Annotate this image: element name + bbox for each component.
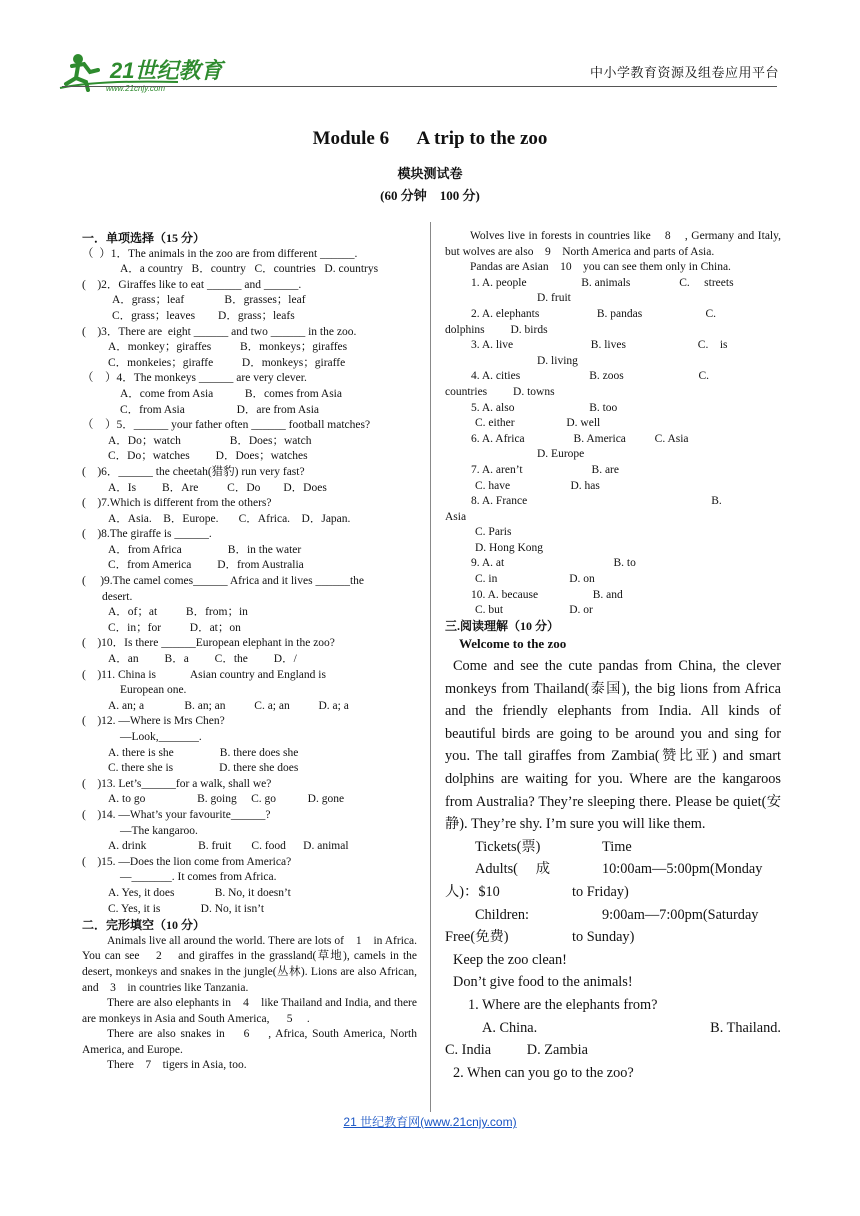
time-and-score: (60 分钟 100 分): [380, 188, 480, 203]
cloze-option-line: 1. A. people B. animals C. streets: [471, 276, 734, 289]
cloze-option-line: D. Hong Kong: [475, 541, 544, 554]
answer-options: C．from Asia D．are from Asia: [120, 403, 319, 416]
answer-options: A. Yes, it does B. No, it doesn’t: [108, 886, 291, 899]
reading-passage: Come and see the cute pandas from China, the clever monkeys from Thailand(泰国), the big lions from Africa and the friendly elephants from India. All kinds of beautiful birds are going to be around you and sing for you. The tall giraffes from Zambia(赞比亚) and smart dolphins are waiting for you. Where are the kangaroos from Australia? They’re sleeping there. Please be quiet(安静). They’re shy. I’m sure you will like them.: [445, 658, 781, 833]
question-1: 1. Where are the elephants from?: [468, 996, 658, 1013]
answer-options: A. there is she B. there does she: [108, 746, 299, 759]
cloze-option-line: 8. A. France B.: [471, 495, 722, 508]
cloze-passage: [82, 934, 420, 1074]
question-1-options-cd: C. India D. Zambia: [445, 1042, 588, 1059]
cloze-passage-continued: [445, 229, 784, 276]
cloze-option-line: C. have D. has: [475, 479, 600, 492]
question-line: ( )2．Giraffes like to eat ______ and ______.: [82, 278, 302, 291]
question-line: （ ）1．The animals in the zoo are from different ______.: [82, 247, 358, 260]
left-column: [82, 231, 420, 1074]
answer-options: A．grass；leaf B．grasses；leaf: [112, 294, 306, 307]
cloze-option-line: 7. A. aren’t B. are: [471, 463, 619, 476]
answer-options: A．monkey；giraffes B．monkeys；giraffes: [108, 341, 348, 354]
cloze-option-line: D. Europe: [537, 448, 585, 461]
children-label: Children:: [475, 906, 530, 923]
cloze-option-line: D. living: [537, 354, 578, 367]
question-line: ( )9.The camel comes______ Africa and it lives ______the: [82, 575, 364, 588]
logo-url: www.21cnjy.com: [106, 84, 165, 93]
question-line: ( )3．There are eight ______ and two ______ in the zoo.: [82, 325, 357, 338]
answer-options: C. Yes, it is D. No, it isn’t: [108, 902, 265, 915]
cloze-option-line: 2. A. elephants B. pandas C.: [471, 307, 716, 320]
answer-options: A. drink B. fruit C. food D. animal: [108, 840, 349, 853]
question-line: ( )14. —What’s your favourite______?: [82, 808, 271, 821]
cloze-paragraph: Animals live all around the world. There are lots of 1 in Africa. You can see 2 and giraffes in the grassland(草地), camels in the desert, monkeys and snakes in the jungle(丛林). Lions are also African, and 3 in countries like Tanzania.: [82, 934, 420, 994]
cloze-options: [445, 276, 781, 619]
answer-options: A．come from Asia B．comes from Asia: [120, 387, 342, 400]
section3-heading: 三.阅读理解（10 分）: [445, 618, 560, 633]
question-line: ( )13. Let’s______for a walk, shall we?: [82, 777, 272, 790]
cloze-option-line: 9. A. at B. to: [471, 557, 636, 570]
cloze-option-line: C. either D. well: [475, 417, 601, 430]
question-continuation: —The kangaroo.: [120, 824, 198, 837]
question-line: ( )12. —Where is Mrs Chen?: [82, 715, 225, 728]
question-2: 2. When can you go to the zoo?: [453, 1064, 634, 1081]
section2-heading: 二．完形填空（10 分）: [82, 918, 206, 933]
cloze-option-line: C. in D. on: [475, 573, 595, 586]
question-line: （ ）5．______ your father often ______ football matches?: [82, 419, 371, 432]
adults-days: to Friday): [572, 883, 629, 900]
column-divider: [430, 222, 431, 1112]
logo-text: 21世纪教育: [110, 58, 223, 83]
tickets-label: Tickets(票): [475, 838, 541, 855]
cloze-option-line: dolphins D. birds: [445, 323, 548, 336]
section1-questions: [82, 247, 417, 918]
answer-options: A. to go B. going C. go D. gone: [108, 793, 345, 806]
page-title: Module 6 A trip to the zoo: [312, 128, 548, 149]
cloze-option-line: C. Paris: [475, 526, 512, 539]
question-continuation: desert.: [102, 590, 133, 603]
question-line: ( )6．______ the cheetah(猎豹) run very fast?: [82, 465, 305, 478]
cloze-paragraph: There are also elephants in 4 like Thailand and India, and there are monkeys in Asia and South America, 5 .: [82, 997, 420, 1025]
children-days: to Sunday): [572, 929, 635, 946]
children-price: Free(免费): [445, 929, 509, 946]
ticket-table: [445, 836, 781, 949]
cloze-paragraph: Pandas are Asian 10 you can see them only in China.: [470, 261, 731, 274]
answer-options: C．monkeies；giraffe D．monkeys；giraffe: [108, 356, 346, 369]
time-label: Time: [602, 838, 632, 855]
question-continuation: —Look,_______.: [120, 731, 202, 743]
answer-options: C．from America D．from Australia: [108, 559, 304, 572]
cloze-paragraph: Wolves live in forests in countries like 8 , Germany and Italy, but wolves are also 9 North America and parts of Asia.: [445, 230, 784, 258]
answer-options: A．a country B．country C．countries D. countrys: [120, 263, 379, 276]
cloze-option-line: 4. A. cities B. zoos C.: [471, 370, 709, 383]
answer-options: A．of；at B．from；in: [108, 606, 248, 619]
cloze-paragraph: There 7 tigers in Asia, too.: [107, 1059, 247, 1072]
adults-label: Adults( 成: [475, 861, 551, 878]
answer-options: C. there she is D. there she does: [108, 762, 299, 775]
question-line: ( )7.Which is different from the others?: [82, 497, 272, 510]
cloze-option-line: C. but D. or: [475, 604, 593, 617]
answer-options: A．an B．a C．the D．/: [108, 653, 297, 666]
notice-clean: Keep the zoo clean!: [453, 951, 567, 968]
answer-options: A．Asia. B．Europe. C．Africa. D．Japan.: [108, 512, 351, 525]
adults-price: 人)：$10: [445, 883, 500, 900]
footer-link[interactable]: 21 世纪教育网(www.21cnjy.com): [343, 1115, 517, 1129]
cloze-option-line: countries D. towns: [445, 385, 555, 398]
answer-options: A．Is B．Are C．Do D．Does: [108, 481, 327, 494]
question-line: （ ）4．The monkeys ______ are very clever.: [82, 372, 307, 385]
question-line: ( )15. —Does the lion come from America?: [82, 855, 292, 868]
cloze-option-line: D. fruit: [537, 292, 571, 305]
question-line: ( )10．Is there ______European elephant in the zoo?: [82, 637, 335, 650]
q1-option-a: A. China.: [482, 1019, 538, 1036]
page-subtitle: 模块测试卷: [397, 166, 463, 181]
question-1-options-ab: [445, 1017, 781, 1040]
answer-options: C．in；for D．at；on: [108, 621, 241, 634]
section1-heading: 一．单项选择（15 分）: [82, 231, 206, 245]
answer-options: C．Do；watches D．Does；watches: [108, 450, 308, 463]
reading-title: Welcome to the zoo: [459, 636, 567, 652]
cloze-option-line: 3. A. live B. lives C. is: [471, 339, 728, 352]
answer-options: C．grass；leaves D．grass；leafs: [112, 309, 295, 322]
question-continuation: —_______. It comes from Africa.: [120, 871, 277, 884]
platform-name: 中小学教育资源及组卷应用平台: [590, 65, 780, 80]
answer-options: A．Do；watch B．Does；watch: [108, 434, 312, 447]
cloze-option-line: 5. A. also B. too: [471, 401, 618, 414]
runner-logo-icon: [58, 50, 228, 94]
children-time: 9:00am—7:00pm(Saturday: [602, 906, 759, 923]
question-line: ( )11. China is Asian country and England is: [82, 668, 326, 681]
answer-options: A．from Africa B．in the water: [108, 543, 302, 556]
cloze-paragraph: There are also snakes in 6 , Africa, South America, North America, and Europe.: [82, 1028, 420, 1056]
header-rule: [62, 86, 777, 87]
cloze-option-line: 6. A. Africa B. America C. Asia: [471, 432, 689, 445]
right-column: [445, 229, 784, 1084]
q1-option-b: B. Thailand.: [710, 1019, 781, 1036]
answer-options: A. an; a B. an; an C. a; an D. a; a: [108, 699, 349, 712]
notice-food: Don’t give food to the animals!: [453, 974, 633, 991]
site-logo: [58, 50, 228, 94]
cloze-option-line: 10. A. because B. and: [471, 588, 623, 601]
adults-time: 10:00am—5:00pm(Monday: [602, 861, 763, 878]
cloze-option-line: Asia: [445, 510, 467, 523]
question-line: ( )8.The giraffe is ______.: [82, 528, 212, 541]
question-continuation: European one.: [120, 684, 187, 697]
